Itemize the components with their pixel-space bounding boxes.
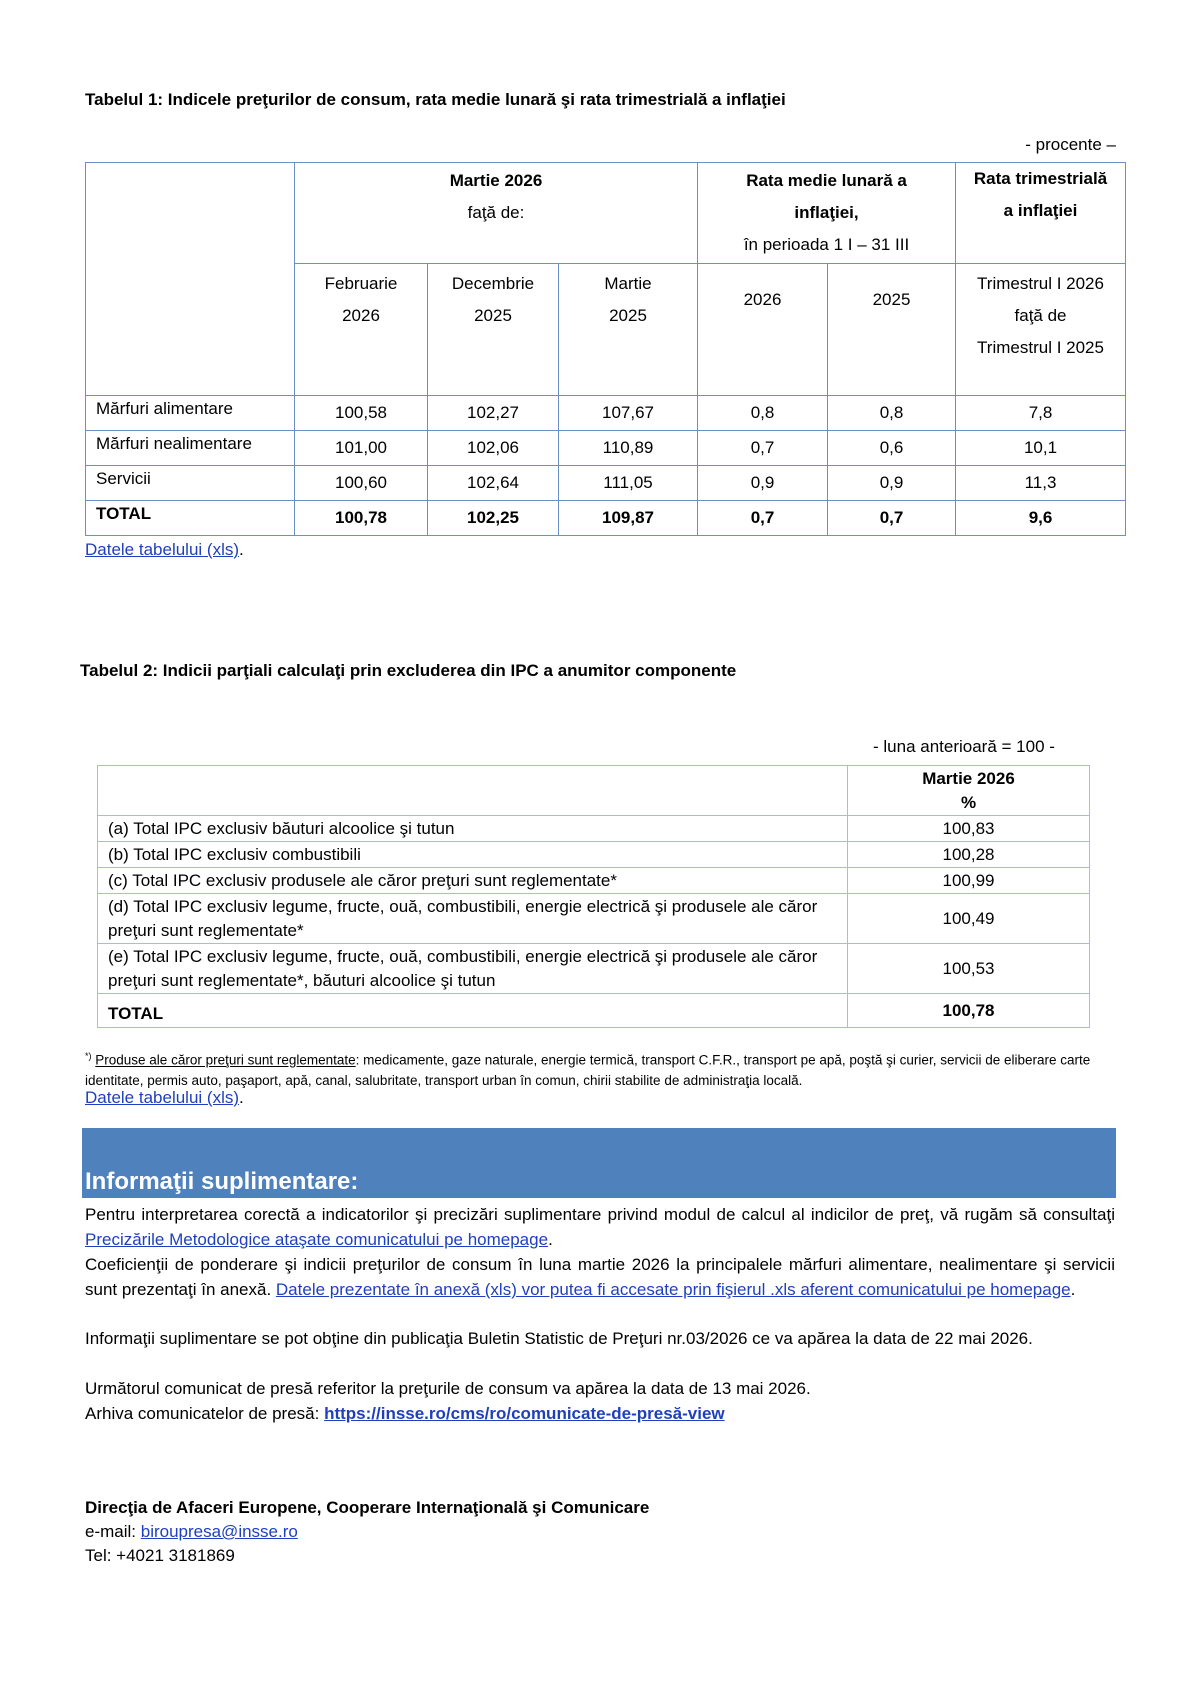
cell-value: 100,58 <box>295 396 428 431</box>
table2-col-header: Martie 2026 % <box>848 766 1090 816</box>
annex-link[interactable]: Datele prezentate în anexă (xls) vor putea fi accesate prin fişierul .xls aferent comunicatului pe homepage <box>275 1280 1071 1299</box>
cell-value: 0,7 <box>698 501 828 536</box>
info-paragraph-archive: Arhiva comunicatelor de presă: https://insse.ro/cms/ro/comunicate-de-presă-view <box>85 1404 725 1423</box>
table2-data-link-line: Datele tabelului (xls). <box>85 1088 244 1107</box>
row-label: (b) Total IPC exclusiv combustibili <box>98 842 848 868</box>
cell-value: 11,3 <box>956 466 1126 501</box>
table1-col-header: Decembrie 2025 <box>428 264 559 396</box>
table1 <box>85 162 1126 536</box>
table1-col-header: 2025 <box>828 264 956 396</box>
methodology-link[interactable]: Precizările Metodologice ataşate comunicatului pe homepage <box>85 1230 549 1249</box>
contact-email-line: e-mail: biroupresa@insse.ro <box>85 1522 298 1541</box>
cell-value: 0,6 <box>828 431 956 466</box>
table-row <box>98 868 1090 894</box>
cell-value: 102,06 <box>428 431 559 466</box>
cell-value: 100,78 <box>295 501 428 536</box>
table1-group-header-quarterly-rate: Rata trimestrială a inflaţiei <box>956 163 1126 264</box>
cell-value: 100,28 <box>848 842 1090 868</box>
cell-value: 102,64 <box>428 466 559 501</box>
row-label: Mărfuri nealimentare <box>86 431 295 466</box>
row-label: (d) Total IPC exclusiv legume, fructe, ouă, combustibili, energie electrică şi produsele ale căror preţuri sunt reglementate* <box>98 894 848 944</box>
table1-data-link[interactable]: Datele tabelului (xls) <box>85 540 240 559</box>
table-row <box>98 816 1090 842</box>
table2-corner-cell <box>98 766 848 816</box>
cell-value: 110,89 <box>559 431 698 466</box>
table-row <box>86 431 1126 466</box>
table1-col-header: Trimestrul I 2026 faţă de Trimestrul I 2025 <box>956 264 1126 396</box>
table2-unit: - luna anterioară = 100 - <box>873 737 1055 756</box>
cell-value: 100,78 <box>848 994 1090 1028</box>
row-label: (c) Total IPC exclusiv produsele ale căror preţuri sunt reglementate* <box>98 868 848 894</box>
cell-value: 0,7 <box>828 501 956 536</box>
table2 <box>97 765 1090 1028</box>
info-paragraph-next-release: Următorul comunicat de presă referitor la preţurile de consum va apărea la data de 13 mai 2026. <box>85 1379 811 1398</box>
cell-value: 102,25 <box>428 501 559 536</box>
row-label: (e) Total IPC exclusiv legume, fructe, ouă, combustibili, energie electrică şi produsele ale căror preţuri sunt reglementate*, băuturi alcoolice şi tutun <box>98 944 848 994</box>
archive-link[interactable]: https://insse.ro/cms/ro/comunicate-de-presă-view <box>324 1404 725 1423</box>
table1-col-header: 2026 <box>698 264 828 396</box>
cell-value: 100,60 <box>295 466 428 501</box>
table1-col-header: Februarie 2026 <box>295 264 428 396</box>
row-label: (a) Total IPC exclusiv băuturi alcoolice şi tutun <box>98 816 848 842</box>
table-row <box>98 894 1090 944</box>
table-row <box>98 944 1090 994</box>
cell-value: 102,27 <box>428 396 559 431</box>
table-row <box>86 396 1126 431</box>
info-section-title: Informaţii suplimentare: <box>85 1168 359 1195</box>
table-row <box>86 466 1126 501</box>
cell-value: 0,9 <box>698 466 828 501</box>
cell-value: 0,9 <box>828 466 956 501</box>
cell-value: 7,8 <box>956 396 1126 431</box>
table-row-total <box>98 994 1090 1028</box>
table-row-total <box>86 501 1126 536</box>
table1-group-header-index: Martie 2026 faţă de: <box>295 163 698 264</box>
table-row <box>98 842 1090 868</box>
contact-department: Direcţia de Afaceri Europene, Cooperare Internaţională şi Comunicare <box>85 1498 650 1517</box>
cell-value: 101,00 <box>295 431 428 466</box>
info-paragraph-annex: Coeficienţii de ponderare şi indicii preţurilor de consum în luna martie 2026 la principalele mărfuri alimentare, nealimentare şi servicii sunt prezentaţi în anexă. Datele prezentate în anexă (xls) vor putea fi accesate prin fişierul .xls aferent comunicatului pe homepage. <box>85 1255 1115 1299</box>
cell-value: 0,8 <box>828 396 956 431</box>
row-label: TOTAL <box>86 501 295 536</box>
table1-col-header: Martie 2025 <box>559 264 698 396</box>
table1-corner-cell <box>86 163 295 396</box>
cell-value: 100,49 <box>848 894 1090 944</box>
cell-value: 109,87 <box>559 501 698 536</box>
info-paragraph-methodology: Pentru interpretarea corectă a indicatorilor şi precizări suplimentare privind modul de calcul al indicilor de preţ, vă rugăm să consultaţi Precizările Metodologice ataşate comunicatului pe homepage. <box>85 1205 1115 1249</box>
row-label: Servicii <box>86 466 295 501</box>
table2-footnote: *) Produse ale căror preţuri sunt reglementate: medicamente, gaze naturale, energie termică, transport C.F.R., transport pe apă, poştă şi curier, servicii de eliberare carte identitate, permis auto, paşaport, apă, canal, salubritate, transport urban în comun, chirii stabilite de administraţia locală. <box>85 1051 1091 1088</box>
table1-group-header-monthly-rate: Rata medie lunară a inflaţiei, în perioada 1 I – 31 III <box>698 163 956 264</box>
info-paragraph-bulletin: Informaţii suplimentare se pot obţine din publicaţia Buletin Statistic de Preţuri nr.03/2026 ce va apărea la data de 22 mai 2026. <box>85 1329 1033 1348</box>
cell-value: 9,6 <box>956 501 1126 536</box>
cell-value: 100,53 <box>848 944 1090 994</box>
table2-data-link[interactable]: Datele tabelului (xls) <box>85 1088 240 1107</box>
table1-data-link-line: Datele tabelului (xls). <box>85 540 244 559</box>
cell-value: 0,7 <box>698 431 828 466</box>
email-link[interactable]: biroupresa@insse.ro <box>140 1522 298 1541</box>
info-section-header <box>82 1128 1116 1198</box>
row-label: TOTAL <box>98 994 848 1028</box>
table1-title: Tabelul 1: Indicele preţurilor de consum, rata medie lunară şi rata trimestrială a inflaţiei <box>85 90 786 109</box>
table2-title: Tabelul 2: Indicii parţiali calculaţi prin excluderea din IPC a anumitor componente <box>80 661 737 680</box>
cell-value: 10,1 <box>956 431 1126 466</box>
cell-value: 107,67 <box>559 396 698 431</box>
cell-value: 100,83 <box>848 816 1090 842</box>
contact-tel: Tel: +4021 3181869 <box>85 1546 235 1565</box>
table1-unit: - procente – <box>1025 135 1116 154</box>
row-label: Mărfuri alimentare <box>86 396 295 431</box>
cell-value: 111,05 <box>559 466 698 501</box>
cell-value: 100,99 <box>848 868 1090 894</box>
cell-value: 0,8 <box>698 396 828 431</box>
